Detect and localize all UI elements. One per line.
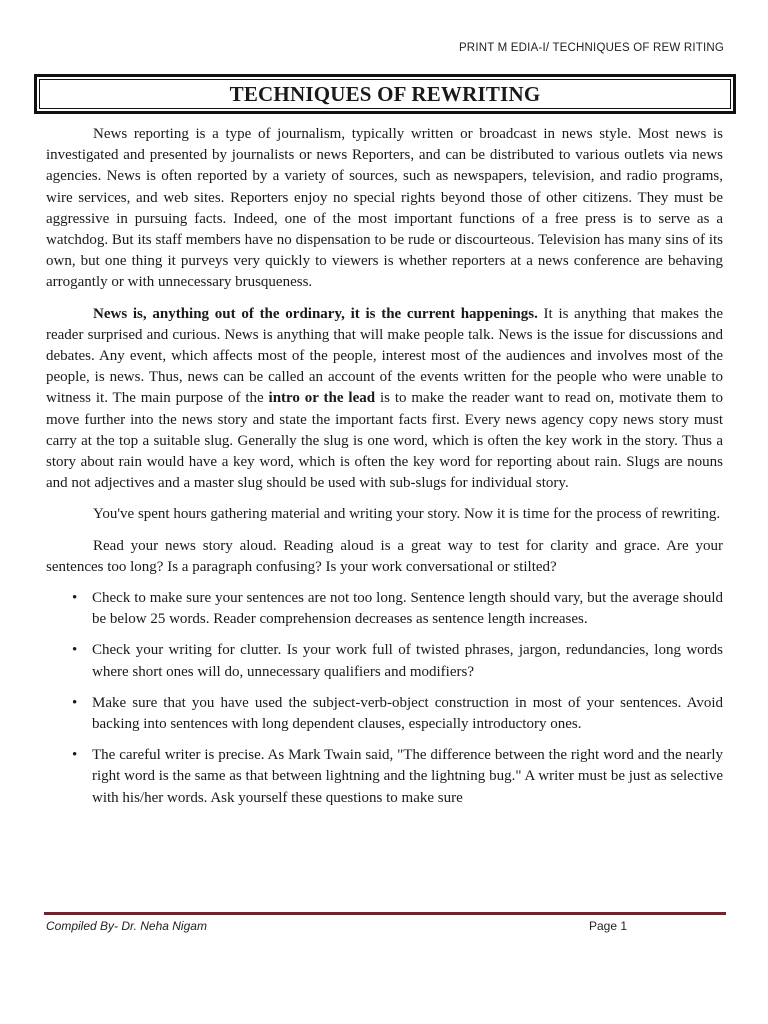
bullet-icon: • [72, 747, 78, 764]
list-item [46, 745, 723, 809]
paragraph-news-definition [46, 304, 723, 495]
paragraph-news-definition-text-b: is to make the reader want to read on, motivate them to move further into the news story and state the important facts first. Every news agency copy news story must carry at the top a suitable slug. Generally the slug is one word, which is often the key work in the story. Thus a story about rain would have a key word, which is often the key word for reporting about rain. Slugs are nouns and not adjectives and a master slug should be used with sub-slugs for individual story. [46, 390, 724, 492]
list-item [46, 588, 723, 630]
footer-divider [44, 912, 726, 915]
paragraph-read-aloud: Read your news story aloud. Reading aloud is a great way to test for clarity and grace. Are your sentences too long? Is a paragraph confusing? Is your work conversational or stilted? [46, 537, 723, 575]
list-item-text: Check your writing for clutter. Is your work full of twisted phrases, jargon, redundancies, long words where short ones will do, unnecessary qualifiers and modifiers? [92, 642, 723, 680]
paragraph-news-definition-text-a: It is anything that makes the reader surprised and curious. News is anything that will make people talk. News is the issue for discussions and debates. Any event, which affects most of the people, interest most of the audiences and involves most of the people, is news. Thus, news can be called an account of the events written for the people who were unable to witness it. The main purpose of the [46, 305, 723, 407]
bold-intro-or-lead: intro or the lead [268, 390, 376, 407]
paragraph-intro: News reporting is a type of journalism, typically written or broadcast in news style. Most news is investigated and presented by journalists or news Reporters, and can be distributed to various outlets via news agencies. News is often reported by a variety of sources, such as newspapers, television, and radio programs, wire services, and web sites. Reporters enjoy no special rights beyond those of other citizens. They must be aggressive in pursuing facts. Indeed, one of the most important functions of a free press is to serve as a watchdog. But its staff members have no dispensation to be rude or discourteous. Television has many sins of its own, but one thing it purveys very quickly to viewers is whether reporters at a news conference are behaving arrogantly or with unnecessary brusqueness. [46, 126, 723, 291]
list-item [46, 640, 723, 682]
checklist [46, 588, 723, 809]
paragraph-rewriting-intro: You've spent hours gathering material and writing your story. Now it is time for the process of rewriting. [93, 506, 721, 523]
title-box-inner [39, 79, 731, 109]
list-item-text: Check to make sure your sentences are not too long. Sentence length should vary, but the average should be below 25 words. Reader comprehension decreases as sentence length increases. [92, 590, 723, 628]
body-content [46, 124, 723, 819]
list-item-text: The careful writer is precise. As Mark Twain said, "The difference between the right word and the nearly right word is the same as that between lightning and the lightning bug." A writer must be just as selective with his/her words. Ask yourself these questions to make sure [92, 747, 723, 806]
running-header: PRINT M EDIA-I/ TECHNIQUES OF REW RITING [458, 42, 724, 54]
list-item-text: Make sure that you have used the subject-verb-object construction in most of your sentences. Avoid backing into sentences with long dependent clauses, especially introductory ones. [92, 694, 723, 733]
footer-page-number: Page 1 [589, 919, 628, 933]
footer-compiled-by: Compiled By- Dr. Neha Nigam [46, 919, 207, 933]
bullet-icon: • [72, 590, 78, 607]
title-box [34, 74, 736, 114]
bullet-icon: • [72, 642, 78, 659]
bullet-icon: • [72, 694, 78, 711]
page-title: TECHNIQUES OF REWRITING [229, 81, 541, 106]
bold-news-definition: News is, anything out of the ordinary, it is the current happenings. [93, 305, 538, 322]
list-item [46, 693, 723, 735]
